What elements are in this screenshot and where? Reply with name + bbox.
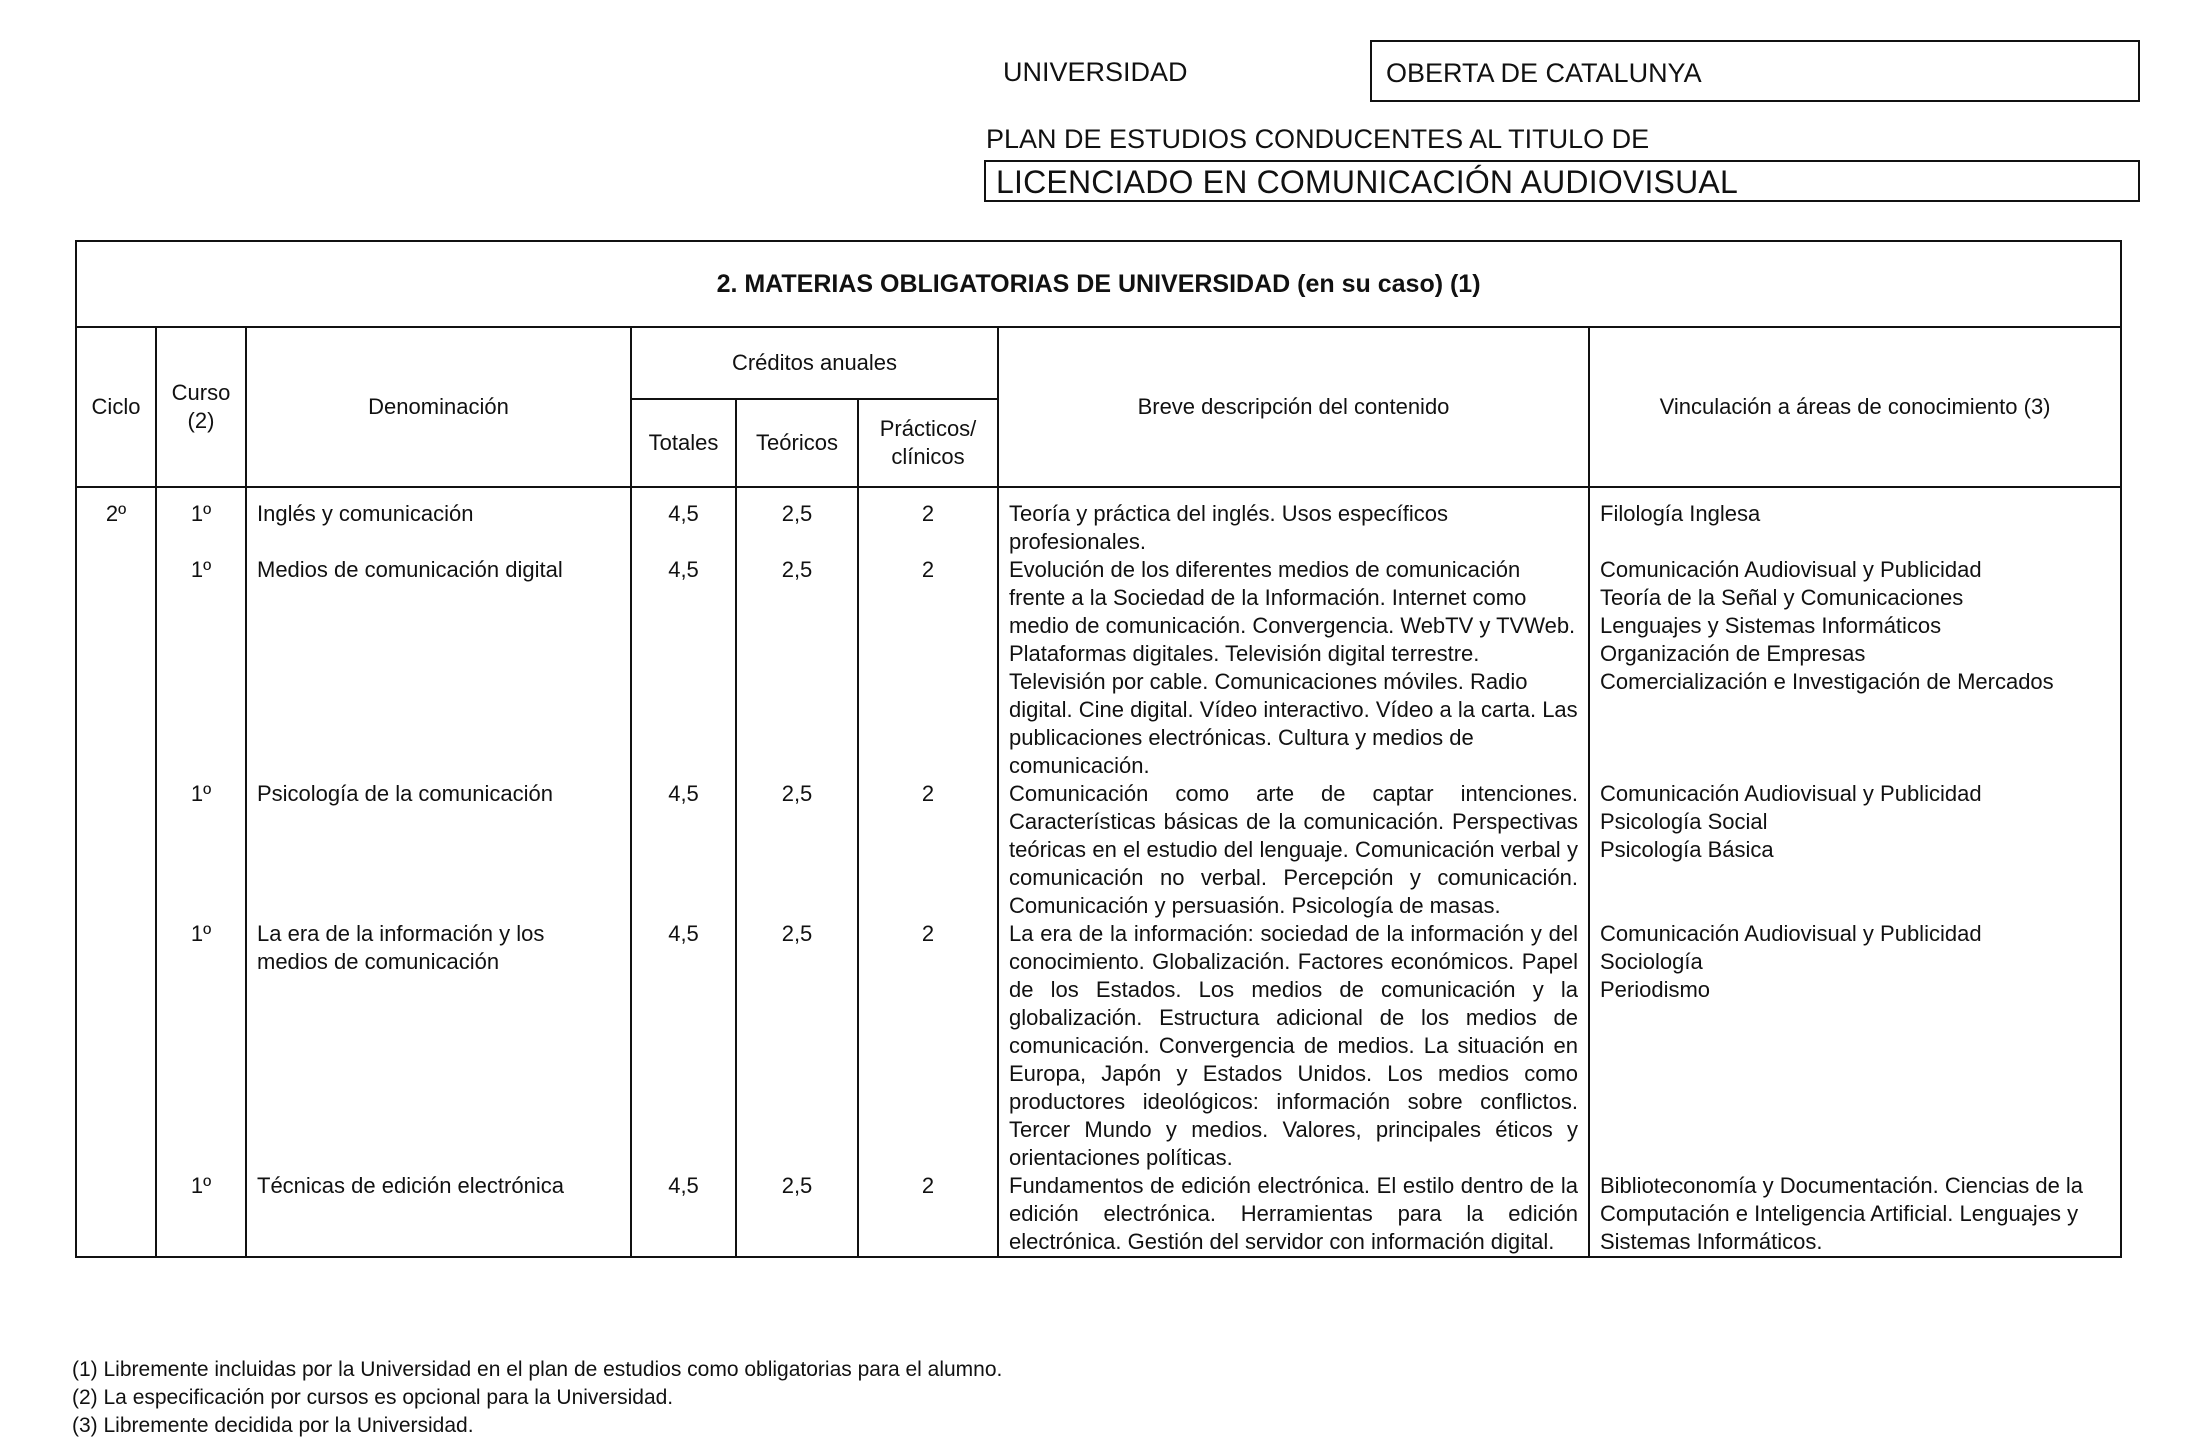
degree-title-box <box>984 160 2140 202</box>
area-item: Comunicación Audiovisual y Publicidad <box>1600 781 1982 806</box>
cell-practicos: 2 <box>858 556 998 780</box>
cell-totales: 4,5 <box>631 556 736 780</box>
cell-teoricos: 2,5 <box>736 780 858 920</box>
table-row <box>76 780 2121 920</box>
cell-denominacion: Psicología de la comunicación <box>246 780 631 920</box>
table-row <box>76 920 2121 1172</box>
header-vinculacion: Vinculación a áreas de conocimiento (3) <box>1589 327 2121 487</box>
cell-ciclo: 2º <box>76 487 156 556</box>
area-item: Comercialización e Investigación de Mercados <box>1600 669 2054 694</box>
cell-ciclo <box>76 920 156 1172</box>
table-row <box>76 1172 2121 1257</box>
cell-curso: 1º <box>156 556 246 780</box>
area-item: Lenguajes y Sistemas Informáticos <box>1600 613 1942 638</box>
cell-practicos: 2 <box>858 920 998 1172</box>
area-item: Filología Inglesa <box>1600 501 1761 526</box>
cell-areas: Biblioteconomía y Documentación. Ciencias de la Computación e Inteligencia Artificial. Lenguajes y Sistemas Informáticos. <box>1589 1172 2121 1257</box>
area-item: Teoría de la Señal y Comunicaciones <box>1600 585 1964 610</box>
university-name-box <box>1370 40 2140 102</box>
area-item: Organización de Empresas <box>1600 641 1866 666</box>
university-label: UNIVERSIDAD <box>1003 57 1188 87</box>
cell-curso: 1º <box>156 1172 246 1257</box>
cell-ciclo <box>76 1172 156 1257</box>
cell-curso: 1º <box>156 487 246 556</box>
cell-curso: 1º <box>156 780 246 920</box>
cell-ciclo <box>76 556 156 780</box>
area-item: Sociología <box>1600 949 1703 974</box>
section-title: 2. MATERIAS OBLIGATORIAS DE UNIVERSIDAD (en su caso) (1) <box>76 241 2121 327</box>
table-row <box>76 487 2121 556</box>
cell-practicos: 2 <box>858 1172 998 1257</box>
header-creditos: Créditos anuales <box>631 327 998 399</box>
header-denominacion: Denominación <box>246 327 631 487</box>
table-row <box>76 556 2121 780</box>
cell-areas <box>1589 487 2121 556</box>
cell-practicos: 2 <box>858 487 998 556</box>
university-name: OBERTA DE CATALUNYA <box>1386 58 1702 88</box>
area-item: Comunicación Audiovisual y Publicidad <box>1600 921 1982 946</box>
header-teoricos: Teóricos <box>736 399 858 487</box>
cell-denominacion: La era de la información y los medios de comunicación <box>246 920 631 1172</box>
header-practicos: Prácticos/ clínicos <box>858 399 998 487</box>
cell-descripcion: Comunicación como arte de captar intenciones. Características básicas de la comunicación. Perspectivas teóricas en el estudio del lenguaje. Comunicación verbal y comunicación no verbal. Percepción y comunicación. Comunicación y persuasión. Psicología de masas. <box>998 780 1589 920</box>
cell-descripcion: Fundamentos de edición electrónica. El estilo dentro de la edición electrónica. Herramientas para la edición electrónica. Gestión del servidor con información digital. <box>998 1172 1589 1257</box>
area-item: Periodismo <box>1600 977 1711 1002</box>
footnote: (3) Libremente decidida por la Universidad. <box>72 1414 474 1437</box>
cell-descripcion: Evolución de los diferentes medios de comunicación frente a la Sociedad de la Información. Internet como medio de comunicación. Convergencia. WebTV y TVWeb. Plataformas digitales. Televisión digital terrestre. Televisión por cable. Comunicaciones móviles. Radio digital. Cine digital. Vídeo interactivo. Vídeo a la carta. Las publicaciones electrónicas. Cultura y medios de comunicación. <box>998 556 1589 780</box>
header-curso: Curso (2) <box>156 327 246 487</box>
cell-ciclo <box>76 780 156 920</box>
cell-practicos: 2 <box>858 780 998 920</box>
footnote: (2) La especificación por cursos es opcional para la Universidad. <box>72 1386 674 1409</box>
cell-totales: 4,5 <box>631 920 736 1172</box>
cell-teoricos: 2,5 <box>736 556 858 780</box>
cell-denominacion: Técnicas de edición electrónica <box>246 1172 631 1257</box>
cell-descripcion: Teoría y práctica del inglés. Usos específicos profesionales. <box>998 487 1589 556</box>
cell-descripcion: La era de la información: sociedad de la información y del conocimiento. Globalización. Factores económicos. Papel de los Estados. Los medios de comunicación y la globalización. Estructura adicional de los medios de comunicación. Convergencia de medios. La situación en Europa, Japón y Estados Unidos. Los medios como productores ideológicos: información sobre conflictos. Tercer Mundo y medios. Valores, principales éticos y orientaciones políticas. <box>998 920 1589 1172</box>
cell-areas <box>1589 556 2121 780</box>
cell-denominacion: Inglés y comunicación <box>246 487 631 556</box>
plan-label: PLAN DE ESTUDIOS CONDUCENTES AL TITULO DE <box>986 124 1650 154</box>
subjects-table <box>75 240 2122 1258</box>
header-descripcion: Breve descripción del contenido <box>998 327 1589 487</box>
cell-areas <box>1589 920 2121 1172</box>
area-item: Comunicación Audiovisual y Publicidad <box>1600 557 1982 582</box>
cell-teoricos: 2,5 <box>736 1172 858 1257</box>
cell-teoricos: 2,5 <box>736 487 858 556</box>
footnotes <box>72 1356 1002 1440</box>
footnote: (1) Libremente incluidas por la Universidad en el plan de estudios como obligatorias para el alumno. <box>72 1358 1003 1381</box>
header-totales: Totales <box>631 399 736 487</box>
cell-totales: 4,5 <box>631 780 736 920</box>
degree-title: LICENCIADO EN COMUNICACIÓN AUDIOVISUAL <box>996 164 1738 200</box>
cell-curso: 1º <box>156 920 246 1172</box>
cell-denominacion: Medios de comunicación digital <box>246 556 631 780</box>
area-item: Psicología Básica <box>1600 837 1774 862</box>
area-item: Psicología Social <box>1600 809 1768 834</box>
cell-totales: 4,5 <box>631 1172 736 1257</box>
cell-teoricos: 2,5 <box>736 920 858 1172</box>
cell-areas <box>1589 780 2121 920</box>
header-ciclo: Ciclo <box>76 327 156 487</box>
cell-totales: 4,5 <box>631 487 736 556</box>
